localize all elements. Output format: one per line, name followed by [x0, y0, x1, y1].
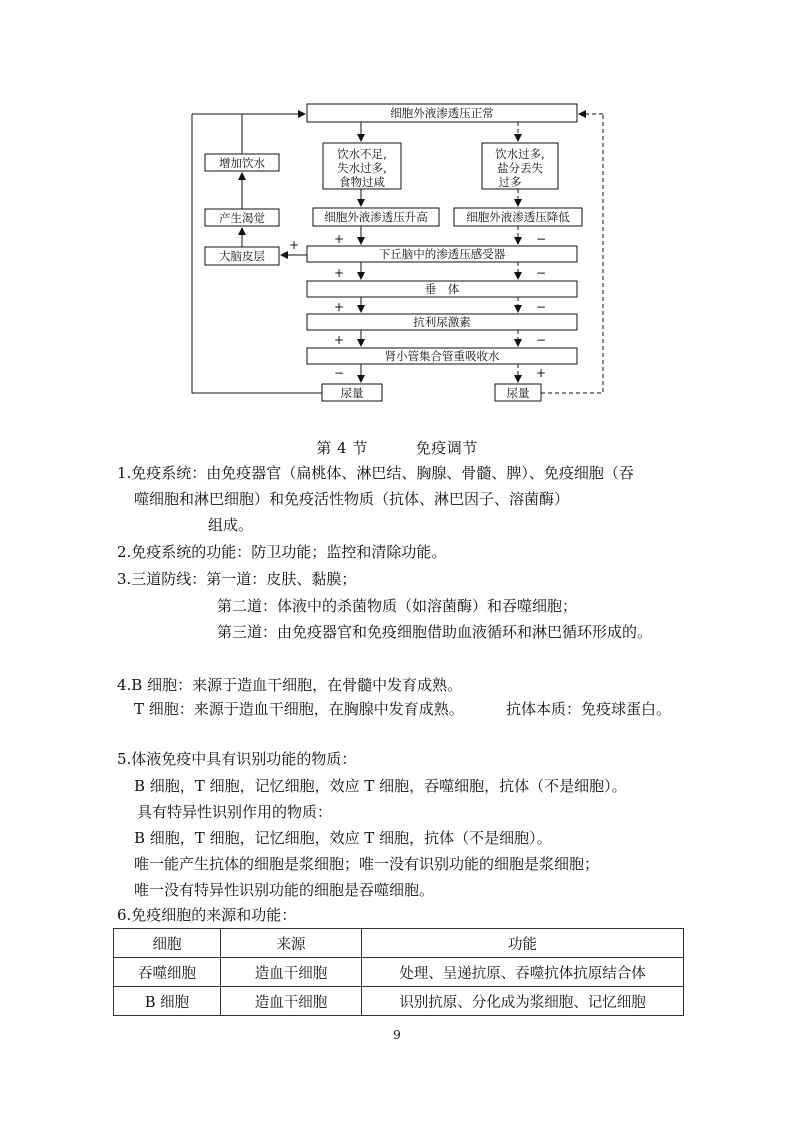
urine-right-label: 尿量 [506, 386, 530, 400]
text-line: B 细胞，T 细胞，记忆细胞，效应 T 细胞，吞噬细胞，抗体（不是细胞）。 [134, 777, 627, 795]
table-cell: 造血干细胞 [221, 987, 362, 1016]
sign-right-1: − [535, 232, 547, 246]
text-line: 具有特异性识别作用的物质： [137, 803, 333, 821]
sign-right-5: + [535, 366, 547, 380]
hypothalamus-label: 下丘脑中的渗透压感受器 [378, 247, 506, 261]
immune-cell-table [113, 928, 684, 1016]
table-cell: 吞噬细胞 [114, 958, 221, 987]
text-line: 第三道：由免疫器官和免疫细胞借助血液循环和淋巴循环形成的。 [217, 623, 653, 641]
sign-left-1: + [333, 232, 345, 246]
page-number: 9 [393, 1028, 401, 1042]
cause-high-line1: 饮水不足, [337, 147, 387, 161]
cause-high-line2: 失水过多, [337, 161, 387, 175]
text-line: 噬细胞和淋巴细胞）和免疫活性物质（抗体、淋巴因子、溶菌酶） [134, 490, 570, 508]
cause-high-line3: 食物过咸 [339, 175, 385, 189]
text-line: 6.免疫细胞的来源和功能： [117, 906, 297, 924]
text-line: 4.B 细胞：来源于造血干细胞，在骨髓中发育成熟。 [117, 676, 463, 694]
cause-low-line3: 过多 [498, 175, 522, 189]
sign-right-3: − [535, 300, 547, 314]
text-line: 2.免疫系统的功能：防卫功能；监控和清除功能。 [117, 543, 447, 561]
sign-left-5: − [333, 366, 345, 380]
text-line: 唯一能产生抗体的细胞是浆细胞；唯一没有识别功能的细胞是浆细胞； [134, 855, 600, 873]
pressure-low-label: 细胞外液渗透压降低 [466, 210, 570, 224]
table-cell: 处理、呈递抗原、吞噬抗体抗原结合体 [362, 958, 684, 987]
adh-label: 抗利尿激素 [413, 315, 471, 329]
text-line: B 细胞，T 细胞，记忆细胞，效应 T 细胞，抗体（不是细胞）。 [134, 829, 552, 847]
kidney-label: 肾小管集合管重吸收水 [384, 349, 500, 363]
pituitary-label: 垂 体 [424, 282, 460, 296]
table-cell: 识别抗原、分化成为浆细胞、记忆细胞 [362, 987, 684, 1016]
urine-left-label: 尿量 [340, 386, 364, 400]
table-header: 细胞 [114, 929, 221, 958]
thirst-label: 产生渴觉 [219, 211, 265, 225]
top-box-label: 细胞外液渗透压正常 [390, 106, 494, 120]
table-row [114, 958, 684, 987]
water-balance-diagram [0, 0, 794, 420]
section-heading: 免疫调节 [415, 439, 478, 457]
pressure-high-label: 细胞外液渗透压升高 [324, 210, 428, 224]
table-header: 来源 [221, 929, 362, 958]
section-title [0, 437, 794, 458]
cause-low-line1: 饮水过多, [495, 147, 545, 161]
sign-cortex: + [288, 238, 300, 252]
cortex-label: 大脑皮层 [219, 249, 265, 263]
text-line: 1.免疫系统：由免疫器官（扁桃体、淋巴结、胸腺、骨髓、脾）、免疫细胞（吞 [117, 464, 634, 482]
text-line: 3.三道防线：第一道：皮肤、黏膜； [117, 570, 357, 588]
sign-left-3: + [333, 300, 345, 314]
text-line: 唯一没有特异性识别功能的细胞是吞噬细胞。 [134, 881, 435, 899]
sign-left-4: + [333, 333, 345, 347]
sign-left-2: + [333, 266, 345, 280]
text-line: 组成。 [208, 516, 254, 534]
table-header: 功能 [362, 929, 684, 958]
text-line: 第二道：体液中的杀菌物质（如溶菌酶）和吞噬细胞； [217, 597, 578, 615]
table-cell: 造血干细胞 [221, 958, 362, 987]
text-line: T 细胞：来源于造血干细胞，在胸腺中发育成熟。 [134, 700, 464, 718]
table-row [114, 987, 684, 1016]
sign-right-4: − [535, 333, 547, 347]
cause-low-line2: 盐分丢失 [497, 161, 543, 175]
table-header-row [114, 929, 684, 958]
text-line: 抗体本质：免疫球蛋白。 [506, 700, 672, 718]
drink-label: 增加饮水 [219, 156, 265, 170]
table-cell: B 细胞 [114, 987, 221, 1016]
section-number: 第 4 节 [316, 439, 368, 457]
text-line: 5.体液免疫中具有识别功能的物质： [117, 750, 357, 768]
sign-right-2: − [535, 266, 547, 280]
